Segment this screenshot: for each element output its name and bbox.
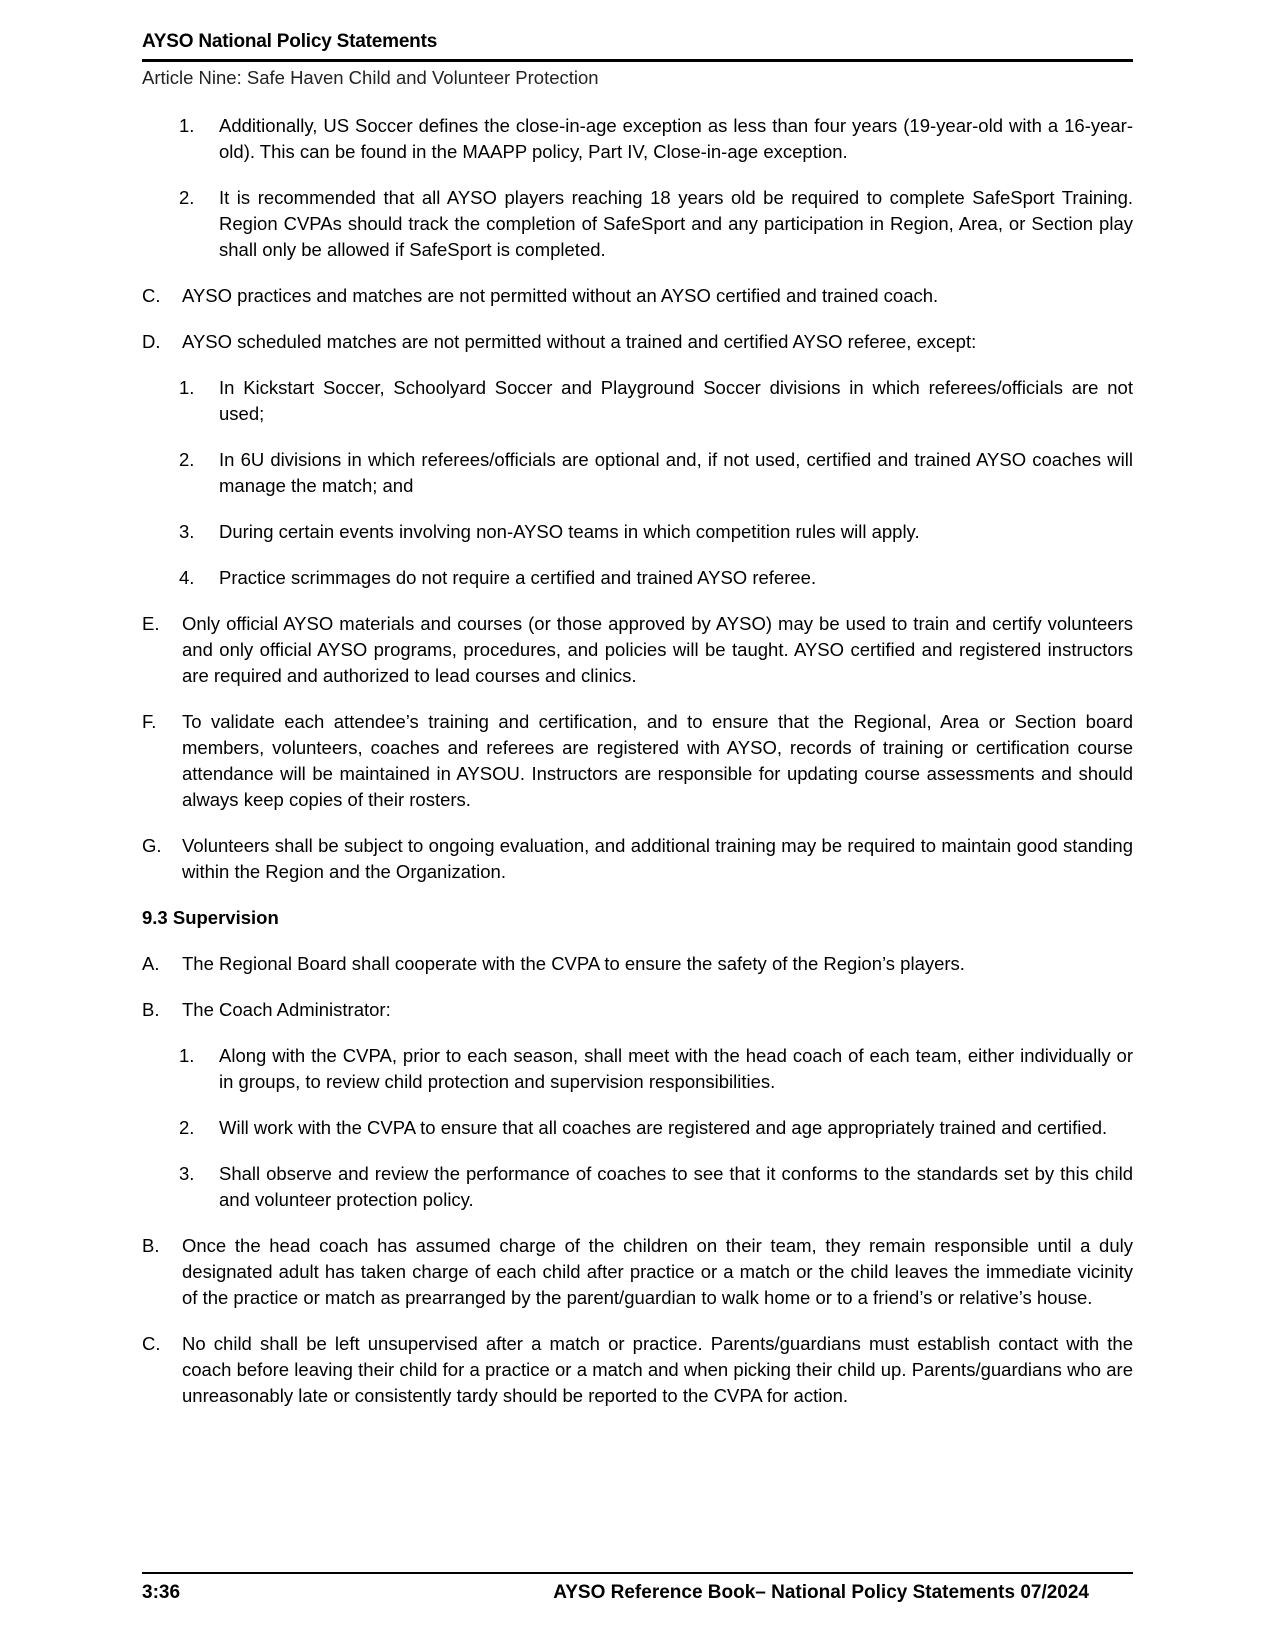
list-item-text: Volunteers shall be subject to ongoing evaluation, and additional training may be required to maintain good standing within the Region and the Organization. <box>182 835 1133 882</box>
list-marker: G. <box>142 835 162 856</box>
list-item-text: AYSO scheduled matches are not permitted without a trained and certified AYSO referee, except: <box>182 331 977 352</box>
list-item-text: Will work with the CVPA to ensure that all coaches are registered and age appropriately trained and certified. <box>219 1117 1108 1138</box>
list-item <box>142 329 1133 355</box>
document-title: AYSO National Policy Statements <box>142 31 438 52</box>
footer-reference: AYSO Reference Book– National Policy Statements 07/2024 <box>553 1582 1089 1603</box>
list-item-text: Only official AYSO materials and courses (or those approved by AYSO) may be used to train and certify volunteers and only official AYSO programs, procedures, and policies will be taught. AYSO certified and registered instructors are required and authorized to lead courses and clinics. <box>182 613 1133 686</box>
list-item-text: Shall observe and review the performance of coaches to see that it conforms to the standards set by this child and volunteer protection policy. <box>219 1163 1133 1210</box>
document-header <box>142 30 1133 90</box>
list-item-text: In 6U divisions in which referees/officials are optional and, if not used, certified and trained AYSO coaches will manage the match; and <box>219 449 1133 496</box>
list-item-text: To validate each attendee’s training and certification, and to ensure that the Regional, Area or Section board members, volunteers, coaches and referees are registered with AYSO, records of training or certification course attendance will be maintained in AYSOU. Instructors are responsible for updating course assessments and should always keep copies of their rosters. <box>182 711 1133 810</box>
list-marker: 2. <box>179 187 195 208</box>
list-item <box>179 1043 1133 1095</box>
list-item <box>142 611 1133 689</box>
list-marker: 1. <box>179 1045 195 1066</box>
list-item <box>179 447 1133 499</box>
list-item <box>179 1161 1133 1213</box>
list-item <box>179 1115 1133 1141</box>
list-item-text: Along with the CVPA, prior to each season, shall meet with the head coach of each team, either individually or in groups, to review child protection and supervision responsibilities. <box>219 1045 1133 1092</box>
list-marker: 4. <box>179 567 195 588</box>
document-body <box>142 113 1133 1409</box>
list-item-text: The Coach Administrator: <box>182 999 391 1020</box>
list-item-text: Additionally, US Soccer defines the close-in-age exception as less than four years (19-year-old with a 16-year-old). This can be found in the MAAPP policy, Part IV, Close-in-age exception. <box>219 115 1133 162</box>
header-rule <box>142 59 1133 62</box>
list-marker: A. <box>142 953 160 974</box>
list-marker: D. <box>142 331 161 352</box>
list-marker: F. <box>142 711 157 732</box>
list-item <box>179 375 1133 427</box>
list-item-text: During certain events involving non-AYSO teams in which competition rules will apply. <box>219 521 920 542</box>
list-marker: C. <box>142 1333 161 1354</box>
list-marker: 1. <box>179 377 195 398</box>
list-item-text: In Kickstart Soccer, Schoolyard Soccer and Playground Soccer divisions in which referees/officials are not used; <box>219 377 1133 424</box>
list-marker: 1. <box>179 115 195 136</box>
list-item-text: Practice scrimmages do not require a certified and trained AYSO referee. <box>219 567 817 588</box>
list-marker: B. <box>142 1235 160 1256</box>
footer-page-number: 3:36 <box>142 1582 181 1603</box>
list-marker: 2. <box>179 449 195 470</box>
list-item <box>142 283 1133 309</box>
list-marker: 3. <box>179 521 195 542</box>
list-item-text: AYSO practices and matches are not permitted without an AYSO certified and trained coach. <box>182 285 939 306</box>
list-item <box>179 113 1133 165</box>
list-item <box>142 1331 1133 1409</box>
list-item <box>142 951 1133 977</box>
list-marker: C. <box>142 285 161 306</box>
list-item <box>179 519 1133 545</box>
list-marker: 3. <box>179 1163 195 1184</box>
list-item-text: The Regional Board shall cooperate with the CVPA to ensure the safety of the Region’s players. <box>182 953 965 974</box>
list-item <box>142 1233 1133 1311</box>
list-item-text: No child shall be left unsupervised after a match or practice. Parents/guardians must establish contact with the coach before leaving their child for a practice or a match and when picking their child up. Parents/guardians who are unreasonably late or consistently tardy should be reported to the CVPA for action. <box>182 1333 1133 1406</box>
document-footer <box>142 1572 1133 1605</box>
list-item-text: Once the head coach has assumed charge of the children on their team, they remain responsible until a duly designated adult has taken charge of each child after practice or a match or the child leaves the immediate vicinity of the practice or match as prearranged by the parent/guardian to walk home or to a friend’s or relative’s house. <box>182 1235 1133 1308</box>
list-marker: 2. <box>179 1117 195 1138</box>
list-marker: E. <box>142 613 160 634</box>
section-heading: 9.3 Supervision <box>142 907 279 928</box>
list-item <box>142 833 1133 885</box>
list-item <box>179 565 1133 591</box>
page-content <box>142 30 1133 1429</box>
article-subtitle: Article Nine: Safe Haven Child and Volunteer Protection <box>142 67 599 88</box>
list-item <box>142 997 1133 1023</box>
list-item-text: It is recommended that all AYSO players reaching 18 years old be required to complete SafeSport Training. Region CVPAs should track the completion of SafeSport and any participation in Region, Area, or Section play shall only be allowed if SafeSport is completed. <box>219 187 1133 260</box>
list-marker: B. <box>142 999 160 1020</box>
list-item <box>142 709 1133 813</box>
list-item <box>179 185 1133 263</box>
